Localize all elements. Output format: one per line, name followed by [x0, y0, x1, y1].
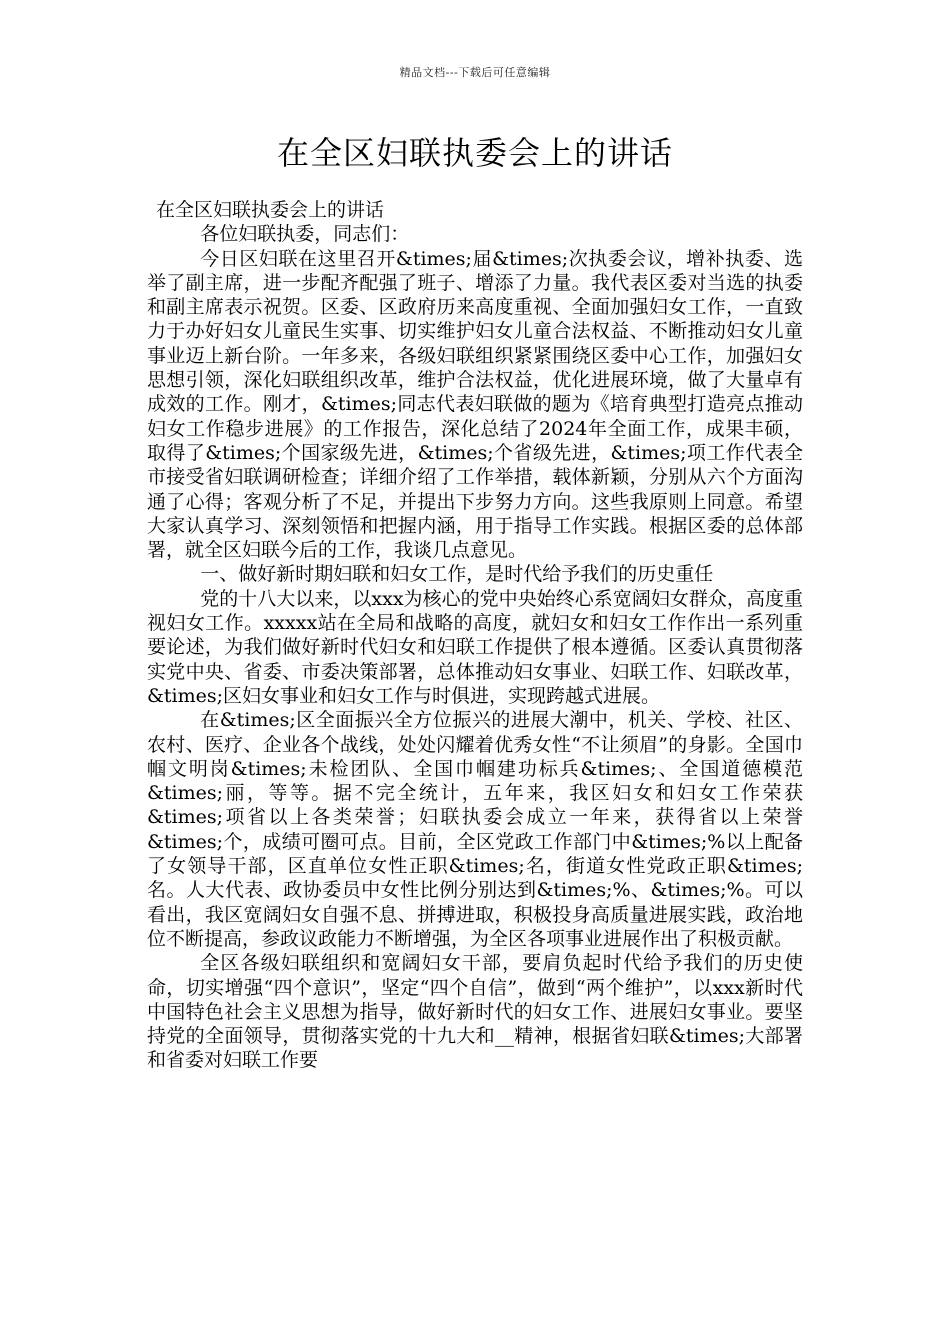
paragraph: 全区各级妇联组织和宽阔妇女干部，要肩负起时代给予我们的历史使命，切实增强“四个意识”，坚定“四个自信”，做到“两个维护”，以xxx新时代中国特色社会主义思想为指导，做好新时代的妇女工作、进展妇女事业。要坚持党的全面领导，贯彻落实党的十九大和__精神，根据省妇联&times;大部署和省委对妇联工作要 — [147, 952, 803, 1072]
document-body — [147, 198, 803, 1073]
page-header-note: 精品文档---下载后可任意编辑 — [399, 66, 551, 79]
salutation: 各位妇联执委，同志们： — [200, 223, 410, 246]
paragraph: 在&times;区全面振兴全方位振兴的进展大潮中，机关、学校、社区、农村、医疗、企业各个战线，处处闪耀着优秀女性“不让须眉”的身影。全国巾帼文明岗&times;未检团队、全国巾帼建功标兵&times;、全国道德模范&times;丽，等等。据不完全统计，五年来，我区妇女和妇女工作荣获&times;项省以上各类荣誉；妇联执委会成立一年来，获得省以上荣誉&times;个，成绩可圈可点。目前，全区党政工作部门中&times;%以上配备了女领导干部，区直单位女性正职&times;名，街道女性党政正职&times;名。人大代表、政协委员中女性比例分别达到&times;%、&times;%。可以看出，我区宽阔妇女自强不息、拼搏进取，积极投身高质量进展实践，政治地位不断提高，参政议政能力不断增强，为全区各项事业进展作出了积极贡献。 — [147, 709, 803, 950]
paragraph: 党的十八大以来，以xxx为核心的党中央始终心系宽阔妇女群众，高度重视妇女工作。xxxxx站在全局和战略的高度，就妇女和妇女工作作出一系列重要论述，为我们做好新时代妇女和妇联工作提供了根本遵循。区委认真贯彻落实党中央、省委、市委决策部署，总体推动妇女事业、妇联工作、妇联改革，&times;区妇女事业和妇女工作与时俱进，实现跨越式进展。 — [147, 587, 803, 707]
document-title: 在全区妇联执委会上的讲话 — [276, 134, 673, 172]
body-subtitle: 在全区妇联执委会上的讲话 — [156, 199, 385, 221]
paragraph: 今日区妇联在这里召开&times;届&times;次执委会议，增补执委、选举了副主席，进一步配齐配强了班子、增添了力量。我代表区委对当选的执委和副主席表示祝贺。区委、区政府历来高度重视、全面加强妇女工作，一直致力于办好妇女儿童民生实事、切实维护妇女儿童合法权益、不断推动妇女儿童事业迈上新台阶。一年多来，各级妇联组织紧紧围绕区委中心工作，加强妇女思想引领，深化妇联组织改革，维护合法权益，优化进展环境，做了大量卓有成效的工作。刚才，&times;同志代表妇联做的题为《培育典型打造亮点推动妇女工作稳步进展》的工作报告，深化总结了2024年全面工作，成果丰硕，取得了&times;个国家级先进，&times;个省级先进，&times;项工作代表全市接受省妇联调研检查；详细介绍了工作举措，载体新颖，分别从六个方面沟通了心得；客观分析了不足，并提出下步努力方向。这些我原则上同意。希望大家认真学习、深刻领悟和把握内涵，用于指导工作实践。根据区委的总体部署，就全区妇联今后的工作，我谈几点意见。 — [147, 247, 803, 562]
section-heading: 一、做好新时期妇联和妇女工作，是时代给予我们的历史重任 — [200, 563, 714, 586]
